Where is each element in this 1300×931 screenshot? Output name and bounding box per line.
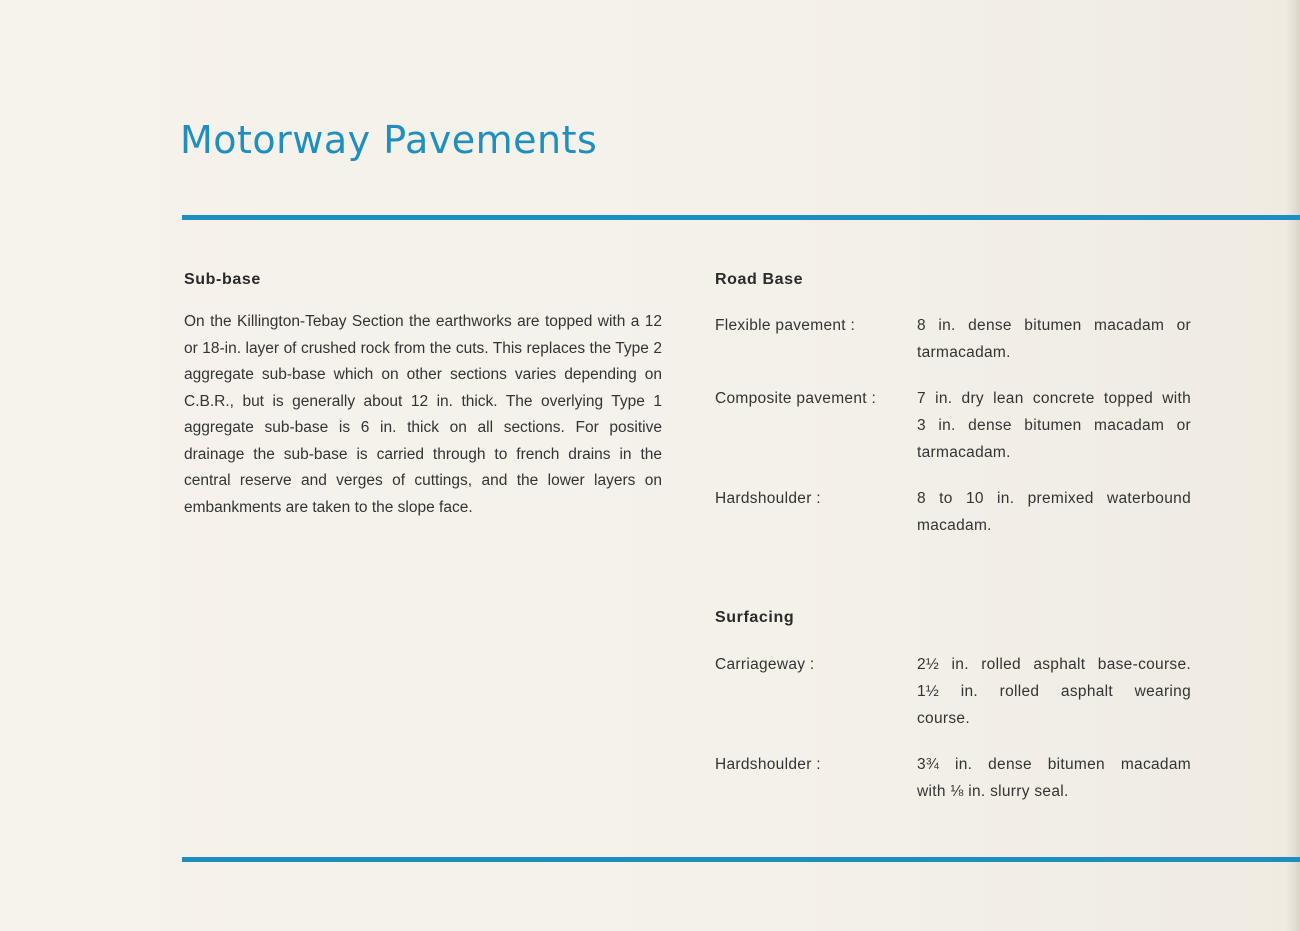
road-base-hardshoulder-value bbox=[917, 486, 1191, 540]
spec-line: tarmacadam. bbox=[917, 443, 1011, 461]
page-title: Motorway Pavements bbox=[180, 118, 598, 162]
carriageway-value bbox=[917, 652, 1191, 732]
surfacing-hardshoulder-value bbox=[917, 752, 1191, 806]
spec-line: 2½ in. rolled asphalt base-course. bbox=[917, 656, 1191, 673]
spec-line: 8 in. dense bitumen macadam or bbox=[917, 317, 1191, 334]
flexible-pavement-label: Flexible pavement : bbox=[715, 317, 856, 334]
bottom-rule bbox=[182, 857, 1300, 862]
subbase-heading: Sub-base bbox=[184, 271, 261, 288]
spec-line: 3¾ in. dense bitumen macadam bbox=[917, 756, 1191, 773]
spec-line: macadam. bbox=[917, 516, 992, 534]
spec-line: course. bbox=[917, 709, 970, 727]
top-rule bbox=[182, 215, 1300, 220]
composite-pavement-label: Composite pavement : bbox=[715, 390, 877, 407]
spec-line: 7 in. dry lean concrete topped with bbox=[917, 390, 1191, 407]
spec-line: 3 in. dense bitumen macadam or bbox=[917, 416, 1191, 434]
surfacing-hardshoulder-label: Hardshoulder : bbox=[715, 756, 821, 773]
spec-line: 8 to 10 in. premixed waterbound bbox=[917, 490, 1191, 507]
page-gutter-edge bbox=[1286, 0, 1300, 931]
composite-pavement-value bbox=[917, 386, 1191, 466]
carriageway-label: Carriageway : bbox=[715, 656, 815, 673]
surfacing-heading: Surfacing bbox=[715, 609, 795, 626]
subbase-paragraph: On the Killington-Tebay Section the earthworks are topped with a 12 or 18-in. layer of crushed rock from the cuts. This replaces the Type 2 aggregate sub-base which on other sections varies depending on C.B.R., but is generally about 12 in. thick. The overlying Type 1 aggregate sub-base is 6 in. thick on all sections. For positive drainage the sub-base is carried through to french drains in the central reserve and verges of cuttings, and the lower layers on embankments are taken to the slope face. bbox=[184, 313, 662, 516]
road-base-heading: Road Base bbox=[715, 271, 804, 288]
spec-line: tarmacadam. bbox=[917, 343, 1011, 361]
spec-line: with ⅛ in. slurry seal. bbox=[917, 782, 1069, 800]
flexible-pavement-value bbox=[917, 313, 1191, 367]
spec-line: 1½ in. rolled asphalt wearing bbox=[917, 682, 1191, 700]
road-base-hardshoulder-label: Hardshoulder : bbox=[715, 490, 821, 507]
